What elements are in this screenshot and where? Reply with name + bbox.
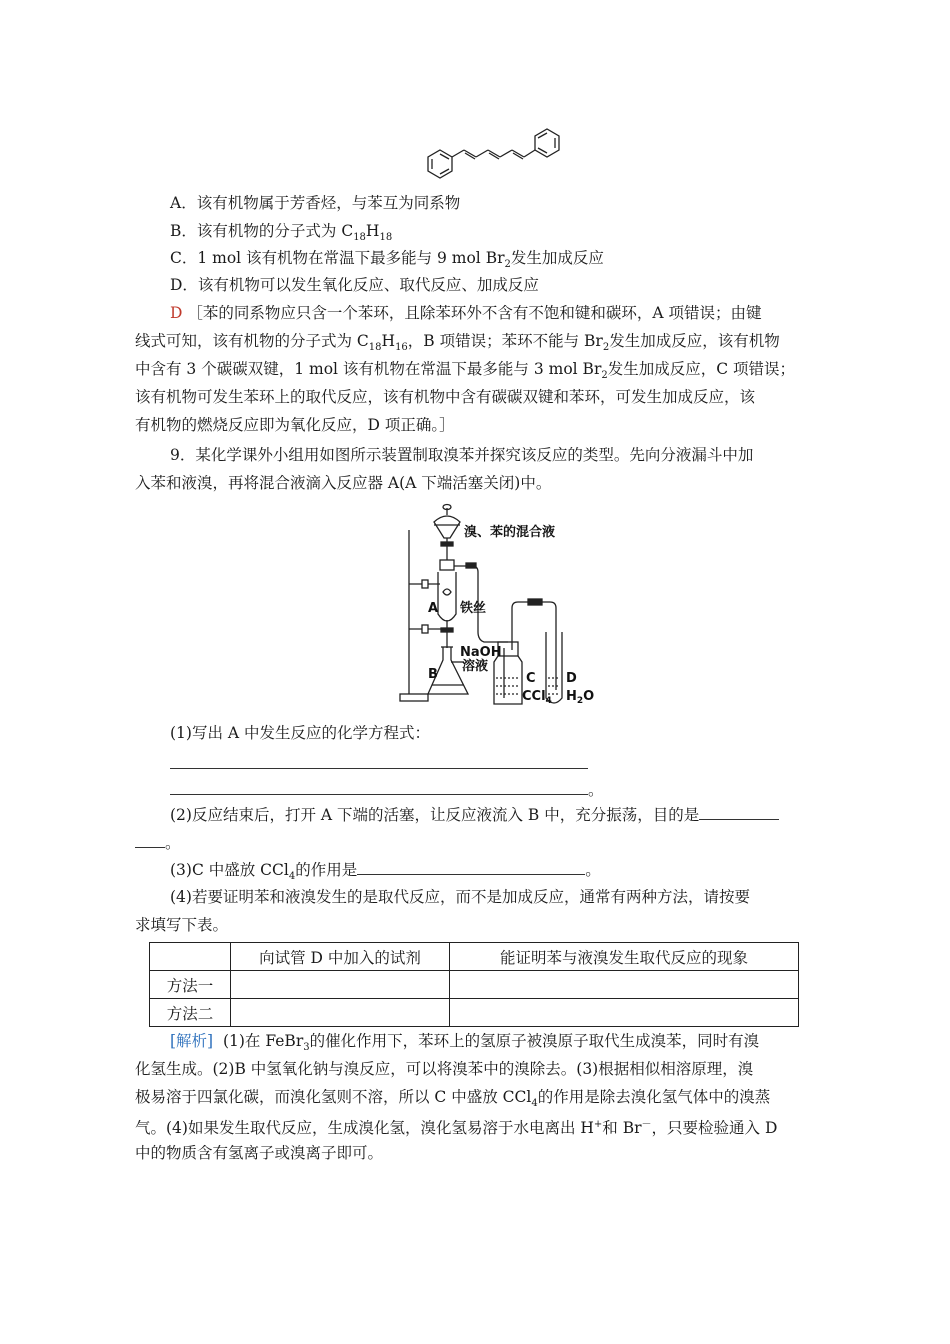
- analysis-tag: [解析]: [170, 1032, 214, 1050]
- label-h2o: $H_2O$: [566, 689, 595, 706]
- table-row: [150, 999, 799, 1027]
- analysis-line-2: 化氢生成。(2)B 中氢氧化钠与溴反应，可以将溴苯中的溴除去。(3)根据相似相溶原理，溴: [135, 1060, 754, 1078]
- subq-1-blank-2[interactable]: 。: [170, 778, 604, 801]
- table-header-cell: 能证明苯与液溴发生取代反应的现象: [450, 943, 799, 971]
- table-cell-reagent[interactable]: [231, 999, 450, 1027]
- analysis-line-1: [解析] (1)在 FeBr$_3$的催化作用下，苯环上的氢原子被溴原子取代生成溴苯，同时有溴: [170, 1032, 760, 1054]
- label-c: C: [526, 671, 536, 686]
- analysis-line-3: 极易溶于四氯化碳，而溴化氢则不溶，所以 C 中盛放 CCl$_4$的作用是除去溴化氢气体中的溴蒸: [135, 1088, 771, 1110]
- question-9-line-2: 入苯和液溴，再将混合液滴入反应器 A(A 下端活塞关闭)中。: [135, 474, 552, 492]
- method-table: [149, 942, 799, 1027]
- option-c: C．1 mol 该有机物在常温下最多能与 9 mol $Br_2$发生加成反应: [170, 249, 604, 271]
- label-ccl4: CCl$_4$: [522, 689, 552, 706]
- label-a: A: [428, 601, 439, 616]
- subq-2-line-1: (2)反应结束后，打开 A 下端的活塞，让反应液流入 B 中，充分振荡，目的是: [170, 803, 779, 826]
- label-iron: 铁丝: [460, 601, 487, 616]
- subq-3-blank[interactable]: [357, 858, 585, 875]
- answer-line-3: 中含有 3 个碳碳双键，1 mol 该有机物在常温下最多能与 3 mol $Br_2$发生加成反应，C 项错误；: [135, 360, 796, 382]
- subq-1: (1)写出 A 中发生反应的化学方程式：: [170, 724, 431, 742]
- table-header-cell: [150, 943, 231, 971]
- table-cell-phenomenon[interactable]: [450, 999, 799, 1027]
- table-cell-reagent[interactable]: [231, 971, 450, 999]
- answer-line-5: 有机物的燃烧反应即为氧化反应，D 项正确。］: [135, 416, 455, 434]
- answer-letter: D: [170, 304, 183, 322]
- subq-4-line-1: (4)若要证明苯和液溴发生的是取代反应，而不是加成反应，通常有两种方法，请按要: [170, 888, 750, 906]
- answer-line-1: D ［苯的同系物应只含一个苯环，且除苯环外不含有不饱和键和碳环，A 项错误；由键: [170, 304, 762, 322]
- table-header-cell: 向试管 D 中加入的试剂: [231, 943, 450, 971]
- subq-3: (3)C 中盛放 CCl$_4$的作用是 。: [170, 858, 601, 888]
- table-cell-phenomenon[interactable]: [450, 971, 799, 999]
- analysis-line-4: 气。(4)如果发生取代反应，生成溴化氢，溴化氢易溶于水电离出 H+和 Br－，只要检验通入 D: [135, 1119, 778, 1138]
- option-b: B．该有机物的分子式为 $C_{18}H_{18}$: [170, 222, 393, 244]
- option-d: D．该有机物可以发生氧化反应、取代反应、加成反应: [170, 276, 539, 294]
- option-a: A．该有机物属于芳香烃，与苯互为同系物: [170, 194, 461, 212]
- label-mix: 溴、苯的混合液: [464, 525, 556, 540]
- answer-line-2: 线式可知，该有机物的分子式为 $C_{18}H_{16}$，B 项错误；苯环不能与 $Br_2$发生加成反应，该有机物: [135, 332, 780, 354]
- subq-2-line-2: 。: [135, 831, 181, 854]
- answer-line-4: 该有机物可发生苯环上的取代反应，该有机物中含有碳碳双键和苯环，可发生加成反应，该: [135, 388, 756, 406]
- subq-4-line-2: 求填写下表。: [135, 916, 229, 934]
- subq-2-blank[interactable]: [699, 803, 779, 820]
- label-b: B: [428, 667, 438, 682]
- subq-1-blank-1[interactable]: [170, 752, 588, 775]
- table-header-row: [150, 943, 799, 971]
- label-naoh: NaOH: [460, 645, 502, 660]
- apparatus-diagram: [398, 502, 600, 712]
- table-row-label: 方法二: [150, 999, 231, 1027]
- analysis-line-5: 中的物质含有氢离子或溴离子即可。: [135, 1144, 384, 1162]
- label-d: D: [566, 671, 577, 686]
- table-row-label: 方法一: [150, 971, 231, 999]
- table-row: [150, 971, 799, 999]
- molecule-structure: [418, 118, 568, 190]
- label-solution: 溶液: [462, 659, 489, 674]
- question-9-line-1: 9．某化学课外小组用如图所示装置制取溴苯并探究该反应的类型。先向分液漏斗中加: [170, 446, 754, 464]
